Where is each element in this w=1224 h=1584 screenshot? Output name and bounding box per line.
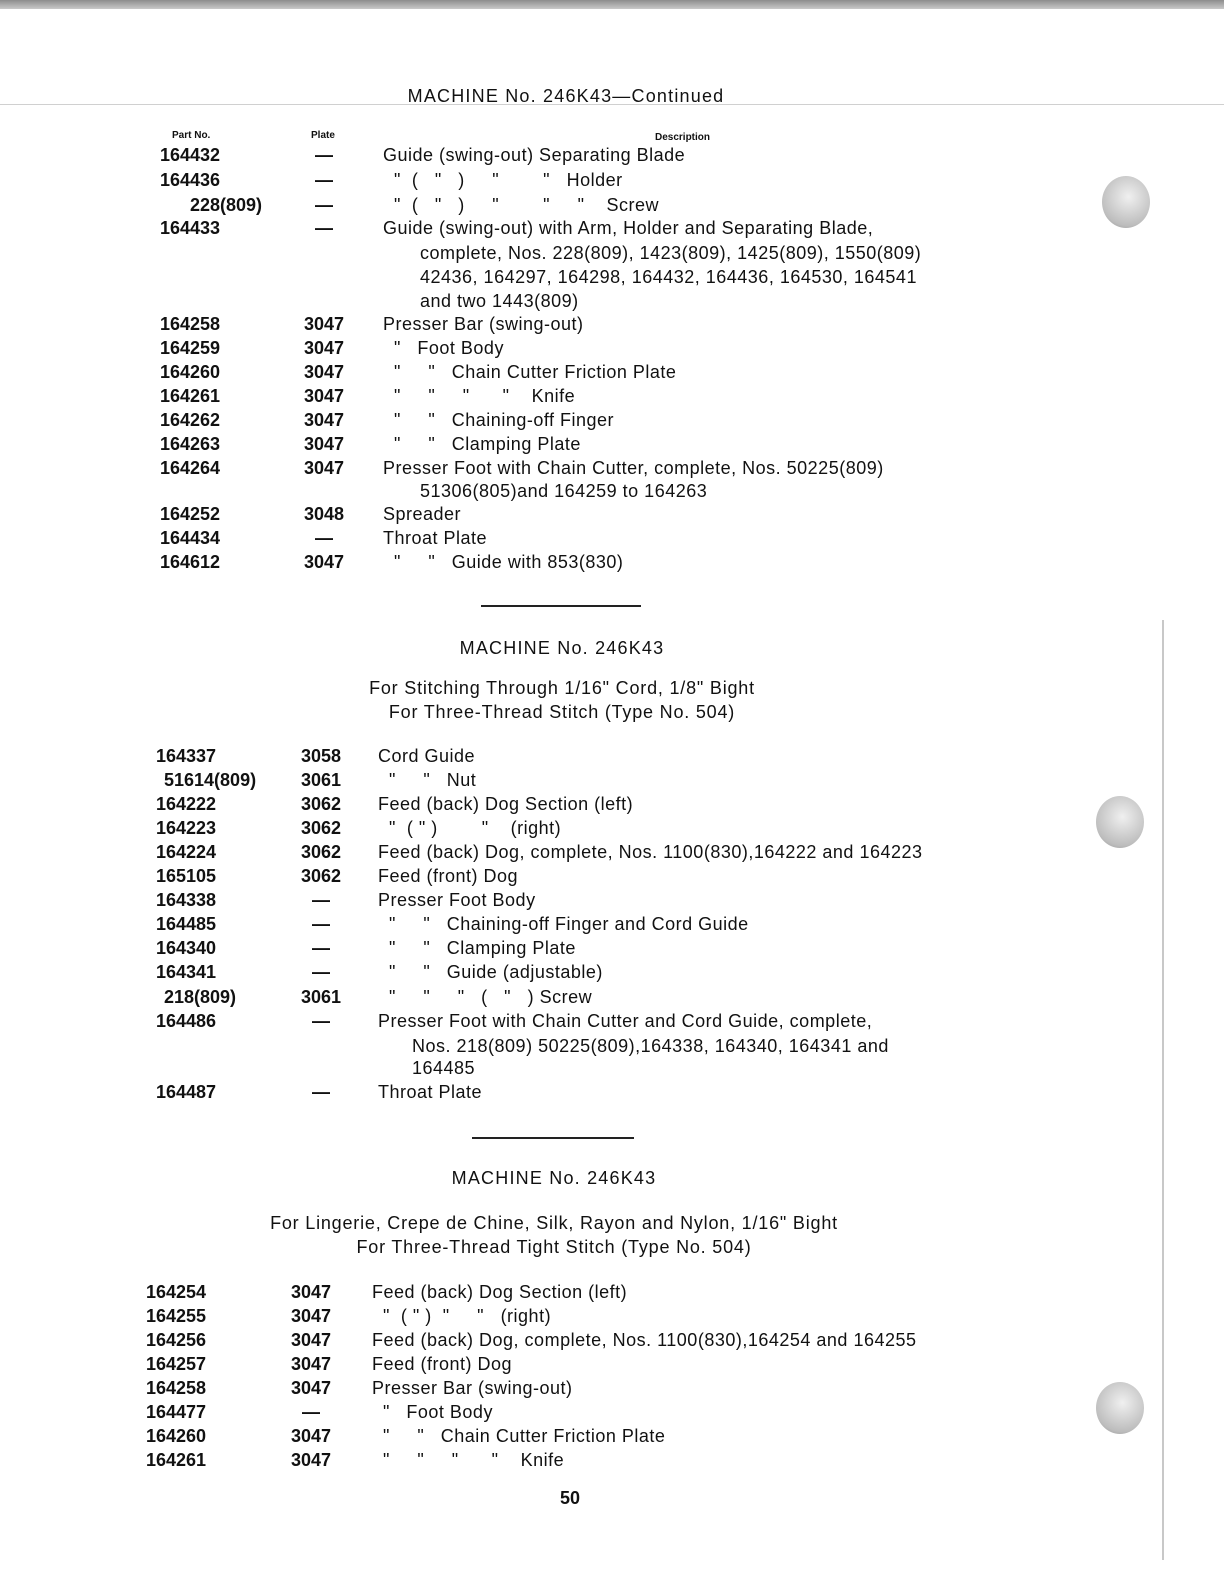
part-number: 165105 — [156, 866, 217, 886]
plate-number: 3047 — [303, 458, 345, 478]
part-description: Presser Foot Body — [378, 890, 536, 910]
parts-list-row — [0, 502, 1224, 526]
parts-list-row — [0, 1304, 1224, 1328]
continuation-line: 164485 — [412, 1058, 476, 1078]
continuation-line: Nos. 218(809) 50225(809),164338, 164340, 164341 and — [412, 1036, 889, 1056]
parts-list-row — [0, 550, 1224, 574]
plate-number: 3047 — [303, 314, 345, 334]
plate-number: — — [315, 145, 333, 165]
continuation-line: 51306(805)and 164259 to 164263 — [420, 481, 708, 501]
part-description: Presser Bar (swing-out) — [383, 314, 584, 334]
part-number: 164262 — [160, 410, 221, 430]
part-number: 164224 — [156, 842, 217, 862]
parts-list-row — [0, 1009, 1224, 1033]
continuation-line: complete, Nos. 228(809), 1423(809), 1425(809), 1550(809) — [420, 243, 922, 263]
section-divider — [481, 605, 641, 607]
part-description: " " Guide (adjustable) — [378, 962, 603, 982]
parts-list-row — [0, 143, 1224, 167]
parts-list-row — [0, 1080, 1224, 1104]
plate-number: 3061 — [300, 987, 342, 1007]
part-description: Presser Bar (swing-out) — [372, 1378, 573, 1398]
parts-list-row — [0, 216, 1224, 240]
part-description: " " Chaining-off Finger and Cord Guide — [378, 914, 749, 934]
plate-number: 3047 — [303, 362, 345, 382]
part-number: 164260 — [160, 362, 221, 382]
part-description: " Foot Body — [383, 338, 504, 358]
continuation-line: 42436, 164297, 164298, 164432, 164436, 164530, 164541 — [420, 267, 917, 287]
section-3-title: MACHINE No. 246K43 — [451, 1168, 657, 1188]
plate-number: 3047 — [303, 434, 345, 454]
part-description: Presser Foot with Chain Cutter, complete, Nos. 50225(809) — [383, 458, 884, 478]
parts-list-row — [0, 1376, 1224, 1400]
part-number: 164259 — [160, 338, 221, 358]
part-number: 164222 — [156, 794, 217, 814]
parts-list-row — [0, 1352, 1224, 1376]
plate-number: — — [312, 1082, 330, 1102]
part-number: 164254 — [146, 1282, 207, 1302]
part-description: " " Nut — [378, 770, 477, 790]
part-description: Throat Plate — [383, 528, 488, 548]
part-number: 164263 — [160, 434, 221, 454]
part-description: " " " " Knife — [383, 386, 576, 406]
parts-list-row — [0, 864, 1224, 888]
section-2-subtitle: For Stitching Through 1/16" Cord, 1/8" Bight — [369, 678, 755, 698]
page-number: 50 — [559, 1488, 581, 1508]
plate-number: 3047 — [290, 1426, 332, 1446]
part-number: 164257 — [146, 1354, 207, 1374]
continuation-line: and two 1443(809) — [420, 291, 579, 311]
parts-list-row — [0, 526, 1224, 550]
part-number: 164256 — [146, 1330, 207, 1350]
part-number: 164433 — [160, 218, 221, 238]
part-number: 164338 — [156, 890, 217, 910]
part-number: 164434 — [160, 528, 221, 548]
section-3-subtitle: For Three-Thread Tight Stitch (Type No. 504) — [356, 1237, 752, 1257]
plate-number: 3047 — [290, 1354, 332, 1374]
plate-number: 3047 — [290, 1450, 332, 1470]
parts-list-row — [0, 768, 1224, 792]
plate-number: 3062 — [300, 866, 342, 886]
parts-list-row — [0, 744, 1224, 768]
section-divider — [472, 1137, 634, 1139]
plate-number: 3047 — [290, 1378, 332, 1398]
parts-list-row — [0, 888, 1224, 912]
parts-list-row — [0, 985, 1224, 1009]
parts-list-row — [0, 912, 1224, 936]
plate-number: — — [312, 938, 330, 958]
plate-number: — — [312, 914, 330, 934]
part-description: Feed (front) Dog — [378, 866, 519, 886]
col-head-description: Description — [655, 132, 711, 143]
col-head-plate: Plate — [311, 130, 335, 141]
plate-number: 3047 — [290, 1282, 332, 1302]
part-description: " ( " ) " " Holder — [383, 170, 623, 190]
part-description: Guide (swing-out) Separating Blade — [383, 145, 686, 165]
plate-number: 3062 — [300, 818, 342, 838]
part-number: 164477 — [146, 1402, 207, 1422]
part-number: 164341 — [156, 962, 217, 982]
part-description: Feed (back) Dog Section (left) — [378, 794, 634, 814]
part-description: Spreader — [383, 504, 462, 524]
part-description: " ( " ) " (right) — [378, 818, 562, 838]
part-description: " ( " ) " " (right) — [372, 1306, 552, 1326]
plate-number: 3047 — [303, 338, 345, 358]
part-number: 164255 — [146, 1306, 207, 1326]
part-number: 164485 — [156, 914, 217, 934]
part-number: 164486 — [156, 1011, 217, 1031]
parts-list-row — [0, 816, 1224, 840]
part-description: " " Chaining-off Finger — [383, 410, 615, 430]
part-number: 164223 — [156, 818, 217, 838]
page-header: MACHINE No. 246K43—Continued — [407, 86, 725, 106]
part-description: Guide (swing-out) with Arm, Holder and Separating Blade, — [383, 218, 874, 238]
parts-list-row — [0, 384, 1224, 408]
part-description: " " " ( " ) Screw — [378, 987, 593, 1007]
plate-number: 3047 — [303, 410, 345, 430]
part-description: " " Guide with 853(830) — [383, 552, 624, 572]
part-description: Throat Plate — [378, 1082, 483, 1102]
parts-list-row — [0, 1400, 1224, 1424]
parts-list-row — [0, 360, 1224, 384]
part-number: 164487 — [156, 1082, 217, 1102]
section-3-subtitle: For Lingerie, Crepe de Chine, Silk, Rayon and Nylon, 1/16" Bight — [270, 1213, 838, 1233]
part-description: " ( " ) " " " Screw — [383, 195, 659, 215]
part-number: 164436 — [160, 170, 221, 190]
part-number: 228(809) — [190, 195, 263, 215]
part-description: Cord Guide — [378, 746, 476, 766]
parts-list-row — [0, 1424, 1224, 1448]
part-number: 164432 — [160, 145, 221, 165]
part-description: Feed (front) Dog — [372, 1354, 513, 1374]
part-number: 164261 — [146, 1450, 207, 1470]
part-description: Feed (back) Dog Section (left) — [372, 1282, 628, 1302]
plate-number: 3061 — [300, 770, 342, 790]
plate-number: 3047 — [290, 1306, 332, 1326]
parts-list-row — [0, 1328, 1224, 1352]
part-number: 164260 — [146, 1426, 207, 1446]
part-number: 164337 — [156, 746, 217, 766]
col-head-part: Part No. — [172, 130, 211, 141]
parts-list-row — [0, 336, 1224, 360]
section-2-subtitle: For Three-Thread Stitch (Type No. 504) — [388, 702, 736, 722]
parts-list-row — [0, 168, 1224, 192]
plate-number: 3047 — [303, 552, 345, 572]
parts-list-row — [0, 312, 1224, 336]
parts-list-row — [0, 432, 1224, 456]
part-description: " " Chain Cutter Friction Plate — [372, 1426, 666, 1446]
part-number: 164252 — [160, 504, 221, 524]
part-description: " " Clamping Plate — [378, 938, 576, 958]
part-description: Feed (back) Dog, complete, Nos. 1100(830),164222 and 164223 — [378, 842, 923, 862]
plate-number: — — [315, 195, 333, 215]
plate-number: — — [315, 170, 333, 190]
part-number: 164258 — [160, 314, 221, 334]
part-description: " " " " Knife — [372, 1450, 565, 1470]
plate-number: 3047 — [290, 1330, 332, 1350]
plate-number: 3062 — [300, 842, 342, 862]
part-description: " " Clamping Plate — [383, 434, 581, 454]
parts-list-row — [0, 456, 1224, 480]
part-description: Feed (back) Dog, complete, Nos. 1100(830),164254 and 164255 — [372, 1330, 917, 1350]
parts-list-row — [0, 193, 1224, 217]
plate-number: — — [315, 218, 333, 238]
plate-number: 3047 — [303, 386, 345, 406]
plate-number: — — [302, 1402, 320, 1422]
section-2-title: MACHINE No. 246K43 — [459, 638, 665, 658]
plate-number: — — [315, 528, 333, 548]
plate-number: 3048 — [303, 504, 345, 524]
plate-number: — — [312, 890, 330, 910]
parts-list-row — [0, 1280, 1224, 1304]
part-number: 164612 — [160, 552, 221, 572]
plate-number: — — [312, 962, 330, 982]
parts-list-row — [0, 1448, 1224, 1472]
parts-list-row — [0, 960, 1224, 984]
parts-list-row — [0, 936, 1224, 960]
plate-number: — — [312, 1011, 330, 1031]
part-description: " Foot Body — [372, 1402, 493, 1422]
parts-list-row — [0, 792, 1224, 816]
parts-list-row — [0, 840, 1224, 864]
part-number: 164264 — [160, 458, 221, 478]
part-number: 164258 — [146, 1378, 207, 1398]
part-number: 164340 — [156, 938, 217, 958]
plate-number: 3062 — [300, 794, 342, 814]
part-description: Presser Foot with Chain Cutter and Cord Guide, complete, — [378, 1011, 873, 1031]
parts-list-row — [0, 408, 1224, 432]
part-description: " " Chain Cutter Friction Plate — [383, 362, 677, 382]
part-number: 218(809) — [164, 987, 237, 1007]
part-number: 51614(809) — [164, 770, 257, 790]
part-number: 164261 — [160, 386, 221, 406]
plate-number: 3058 — [300, 746, 342, 766]
